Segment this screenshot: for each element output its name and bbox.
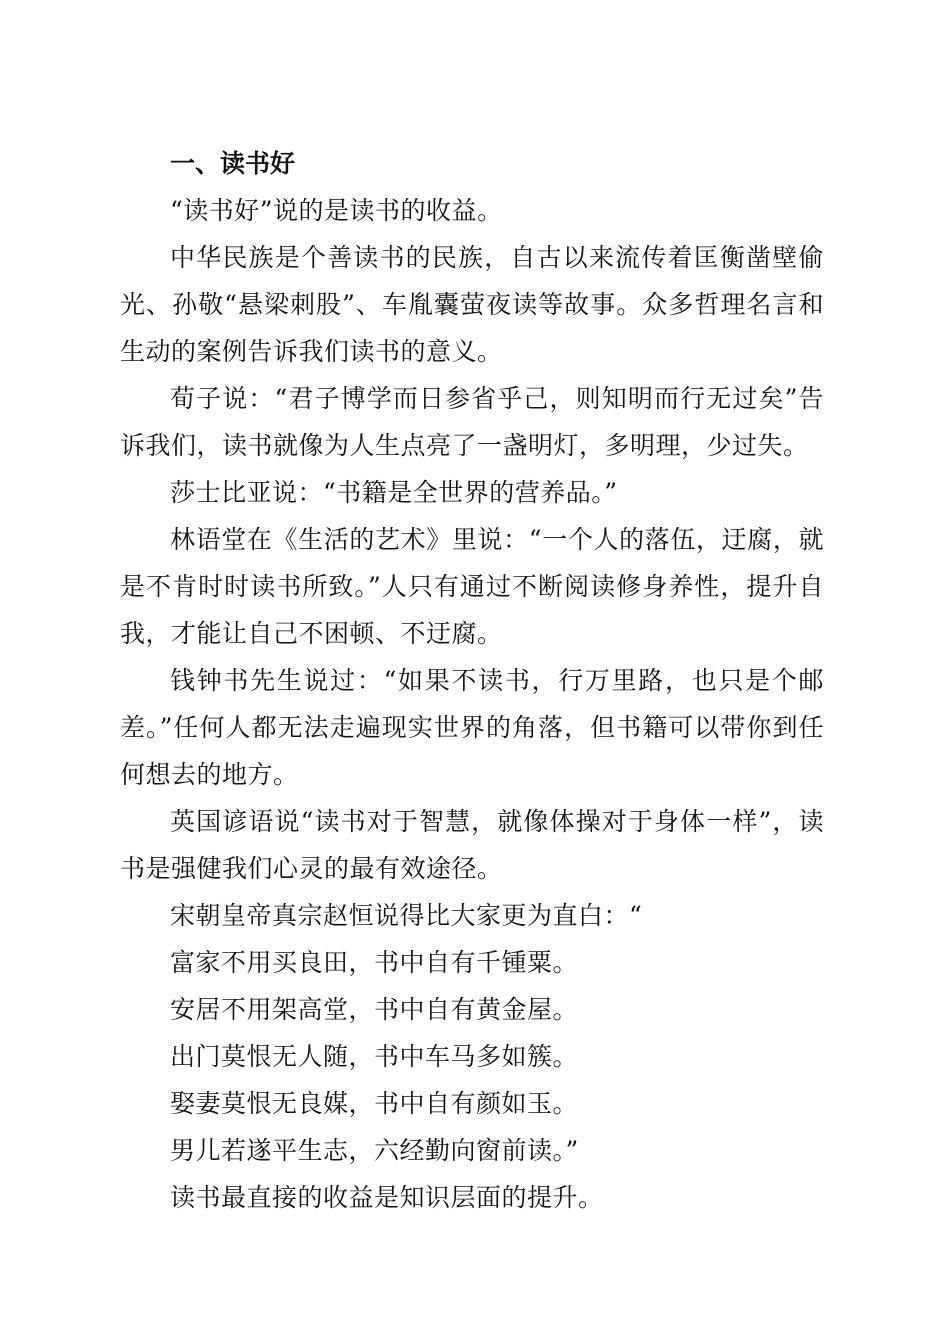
section-heading: 一、读书好 — [170, 149, 296, 178]
poem-line: 安居不用架高堂，书中自有黄金屋。 — [170, 995, 579, 1024]
poem-line: 男儿若遂平生志，六经勤向窗前读。” — [170, 1136, 579, 1165]
paragraph: 莎士比亚说：“书籍是全世界的营养品。” — [170, 478, 618, 507]
poem-line: 出门莫恨无人随，书中车马多如簇。 — [170, 1042, 579, 1071]
paragraph: “读书好”说的是读书的收益。 — [170, 196, 503, 225]
paragraph: 中华民族是个善读书的民族，自古以来流传着匡衡凿壁偷光、孙敬“悬梁刺股”、车胤囊萤夜读等故事。众多哲理名言和生动的案例告诉我们读书的意义。 — [120, 243, 824, 366]
poem-line: 富家不用买良田，书中自有千锺粟。 — [170, 948, 579, 977]
paragraph: 读书最直接的收益是知识层面的提升。 — [170, 1183, 604, 1212]
paragraph: 宋朝皇帝真宗赵恒说得比大家更为直白：“ — [170, 901, 643, 930]
paragraph: 英国谚语说“读书对于智慧，就像体操对于身体一样”，读书是强健我们心灵的最有效途径。 — [120, 807, 824, 883]
document-body — [120, 140, 824, 1221]
paragraph: 荀子说：“君子博学而日参省乎己，则知明而行无过矣”告诉我们，读书就像为人生点亮了一盏明灯，多明理，少过失。 — [120, 384, 824, 460]
paragraph: 钱钟书先生说过：“如果不读书，行万里路，也只是个邮差。”任何人都无法走遍现实世界的角落，但书籍可以带你到任何想去的地方。 — [120, 666, 824, 789]
poem-line: 娶妻莫恨无良媒，书中自有颜如玉。 — [170, 1089, 579, 1118]
paragraph: 林语堂在《生活的艺术》里说：“一个人的落伍，迂腐，就是不肯时时读书所致。”人只有通过不断阅读修身养性，提升自我，才能让自己不困顿、不迂腐。 — [120, 525, 824, 648]
